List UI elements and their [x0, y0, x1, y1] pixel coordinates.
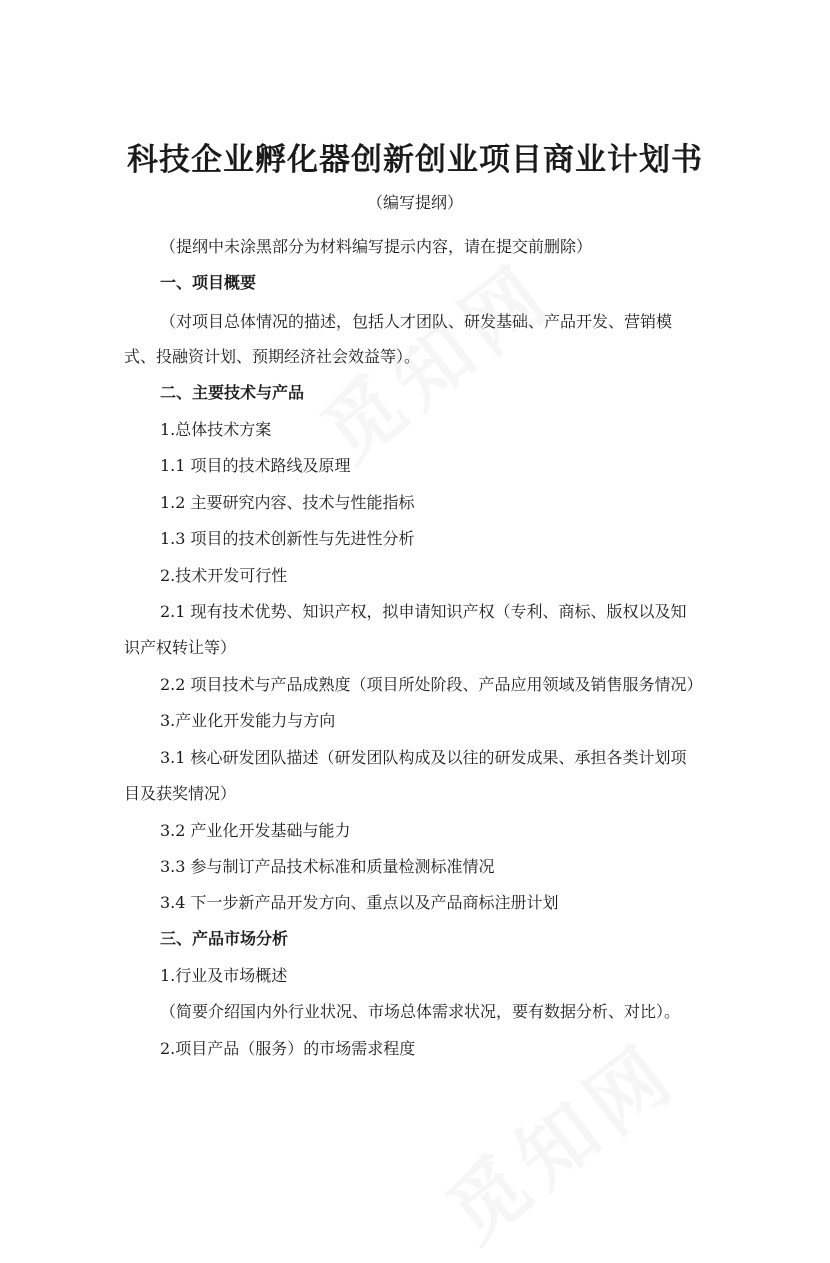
subsection-industry-overview: 1.行业及市场概述 [160, 966, 288, 985]
item-3-1-line-2: 目及获奖情况） [124, 784, 237, 803]
document-subtitle: （编写提纲） [366, 193, 463, 212]
industry-overview-description: （简要介绍国内外行业状况、市场总体需求状况，要有数据分析、对比）。 [160, 1002, 681, 1021]
document-title: 科技企业孵化器创新创业项目商业计划书 [127, 142, 703, 178]
overview-description-line-1: （对项目总体情况的描述，包括人才团队、研发基础、产品开发、营销模 [160, 312, 673, 331]
subsection-feasibility: 2.技术开发可行性 [160, 566, 288, 585]
item-3-1-line-1: 3.1 核心研发团队描述（研发团队构成及以往的研发成果、承担各类计划项 [160, 748, 687, 767]
item-3-4: 3.4 下一步新产品开发方向、重点以及产品商标注册计划 [160, 893, 559, 912]
watermark-lower [420, 1012, 697, 1263]
section-heading-technology: 二、主要技术与产品 [160, 383, 305, 402]
item-3-3: 3.3 参与制订产品技术标准和质量检测标准情况 [160, 857, 495, 876]
item-1-3: 1.3 项目的技术创新性与先进性分析 [160, 529, 415, 548]
item-1-2: 1.2 主要研究内容、技术与性能指标 [160, 493, 415, 512]
overview-description-line-2: 式、投融资计划、预期经济社会效益等）。 [124, 347, 421, 366]
section-heading-market: 三、产品市场分析 [160, 929, 289, 948]
note-line: （提纲中未涂黑部分为材料编写提示内容，请在提交前删除） [160, 237, 593, 256]
item-2-2: 2.2 项目技术与产品成熟度（项目所处阶段、产品应用领域及销售服务情况） [160, 675, 703, 694]
item-2-1-line-2: 识产权转让等） [124, 638, 237, 657]
item-3-2: 3.2 产业化开发基础与能力 [160, 821, 351, 840]
subsection-industrialization: 3.产业化开发能力与方向 [160, 711, 336, 730]
item-1-1: 1.1 项目的技术路线及原理 [160, 456, 351, 475]
subsection-market-demand: 2.项目产品（服务）的市场需求程度 [160, 1039, 416, 1058]
section-heading-overview: 一、项目概要 [160, 273, 257, 292]
subsection-overall-plan: 1.总体技术方案 [160, 420, 272, 439]
item-2-1-line-1: 2.1 现有技术优势、知识产权，拟申请知识产权（专利、商标、版权以及知 [160, 602, 687, 621]
